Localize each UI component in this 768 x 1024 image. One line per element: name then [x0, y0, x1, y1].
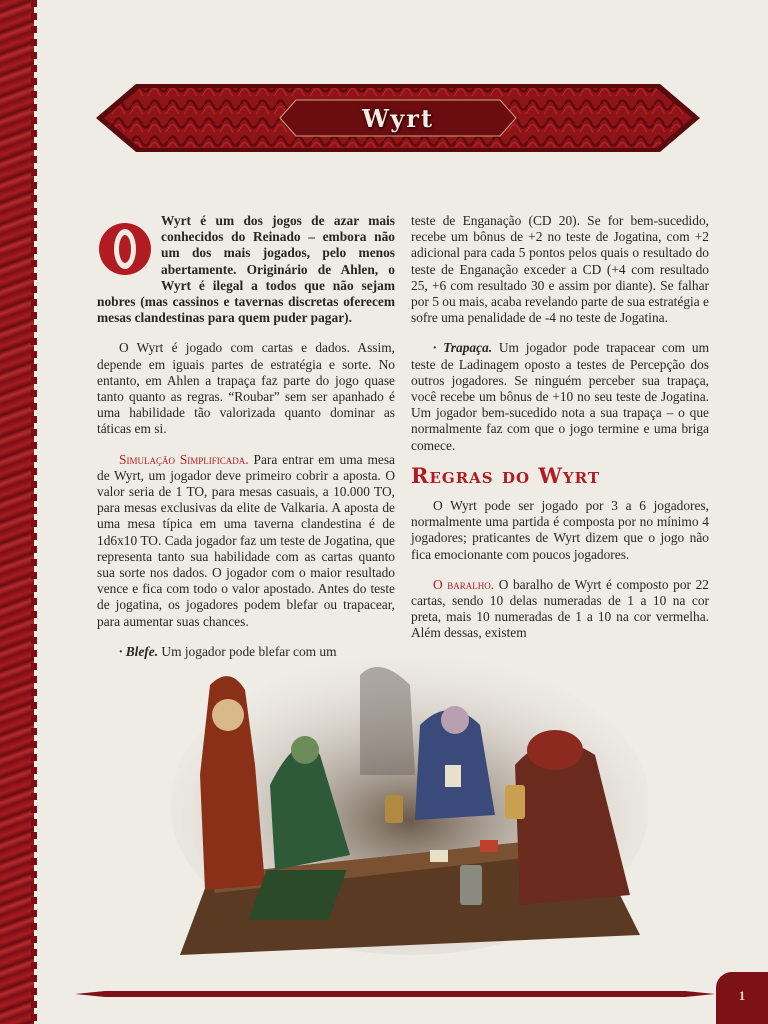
section-term: O baralho. [433, 576, 495, 592]
section-term: Simulação Simplificada. [119, 451, 249, 467]
page-number: 1 [738, 988, 746, 1003]
paragraph: · Trapaça. Um jogador pode trapacear com um teste de Ladinagem oposto a testes de Percepção dos outros jogadores. Se ninguém perceber sua trapaça, você recebe um bônus de +10 no seu teste de Jogatina. Um jogador bem-sucedido nota a sua trapaça – o que normalmente faz com que o jogo termine e uma briga comece. [411, 340, 709, 453]
bullet-term: · Trapaça. [433, 340, 493, 356]
right-column [411, 213, 709, 656]
paragraph: Simulação Simplificada. Para entrar em uma mesa de Wyrt, um jogador deve primeiro cobrir a aposta. O valor seria de 1 TO, para mesas casuais, a 10.000 TO, para mesas exclusivas da elite de Valkaria. A aposta de uma mesa típica em uma taverna clandestina é de 1d6x10 TO. Cada jogador faz um teste de Jogatina, que representa tanto sua habilidade com as cartas quanto sua sorte nos dados. O jogador com o maior resultado vence e fica com todo o valor apostado. Antes do teste de jogatina, os jogadores podem blefar ou trapacear, para aumentar suas chances. [97, 451, 396, 629]
bottom-ornament-rule [75, 990, 715, 998]
tavern-game-illustration [170, 655, 648, 955]
section-heading: Regras do Wyrt [411, 462, 600, 488]
bullet-term: · Blefe. [119, 643, 159, 659]
decorative-side-border [0, 0, 34, 1024]
drop-cap-o-icon [97, 219, 153, 279]
title-banner [96, 78, 700, 158]
paragraph: O baralho. O baralho de Wyrt é composto por 22 cartas, sendo 10 delas numeradas de 1 a 10 na cor preta, mais 10 numeradas de 1 a 10 na cor vermelha. Além dessas, existem [411, 576, 709, 641]
paragraph: O Wyrt é jogado com cartas e dados. Assim, depende em iguais partes de estratégia e sorte. No entanto, em Ahlen a trapaça faz parte do jogo quase tanto quanto as regras. “Roubar” sem ser apanhado é uma habilidade tão valorizada quanto dominar as táticas em si. [97, 340, 395, 437]
paragraph: · Blefe. Um jogador pode blefar com um [119, 643, 337, 659]
left-column [97, 213, 395, 674]
page-title: Wyrt [361, 103, 435, 133]
paragraph: teste de Enganação (CD 20). Se for bem-sucedido, recebe um bônus de +2 no teste de Jogatina, com +2 adicional para cada 5 pontos pelos quais o resultado do teste de Enganação exceder a CD (+4 com resultado 25, +6 com resultado 30 e assim por diante). Se falhar por 5 ou mais, acaba revelando parte de sua estratégia e sofre uma penalidade de -4 no teste de Jogatina. [411, 213, 709, 326]
paragraph: O Wyrt pode ser jogado por 3 a 6 jogadores, normalmente uma partida é composta por no mínimo 4 jogadores; praticantes de Wyrt dizem que o jogo não fica emocionante com poucos jogadores. [411, 498, 709, 562]
intro-paragraph: Wyrt é um dos jogos de azar mais conhecidos do Reinado – embora não um dos mais jogados, pelo menos abertamente. Originário de Ahlen, o Wyrt é ilegal a todos que não sejam nobres (mas cassinos e tavernas discretas oferecem mesas clandestinas para quem puder pagar). [97, 213, 395, 326]
